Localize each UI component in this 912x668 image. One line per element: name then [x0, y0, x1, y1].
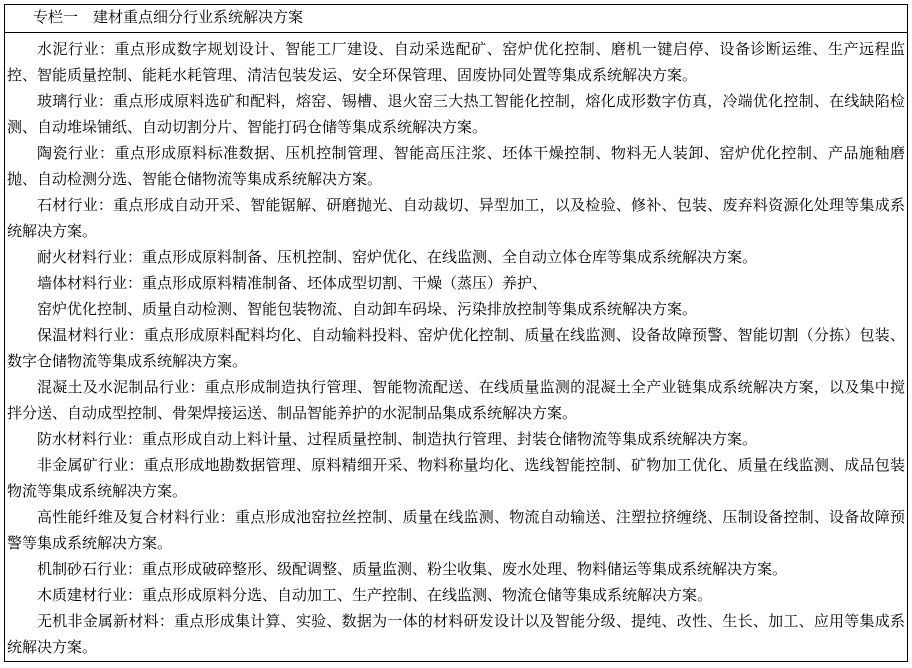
panel-body	[5, 33, 907, 661]
industry-label: 墙体材料行业：	[37, 276, 143, 292]
industry-paragraph	[7, 453, 905, 505]
industry-text: 重点形成原料配料均化、自动输料投料、窑炉优化控制、质量在线监测、设备故障预警、智能切割（分拣）包装、数字仓储物流等集成系统解决方案。	[7, 328, 905, 370]
industry-label: 混凝土及水泥制品行业：	[37, 380, 205, 396]
industry-text: 窑炉优化控制、质量自动检测、智能包装物流、自动卸车码垛、污染排放控制等集成系统解决方案。	[37, 302, 698, 318]
industry-label: 耐火材料行业：	[37, 250, 143, 266]
industry-paragraph	[7, 37, 905, 89]
industry-paragraph	[7, 505, 905, 557]
industry-text: 重点形成原料制备、压机控制、窑炉优化、在线监测、全自动立体仓库等集成系统解决方案。	[142, 250, 758, 266]
panel-box	[4, 4, 908, 662]
industry-paragraph	[7, 193, 905, 245]
industry-text: 重点形成原料精准制备、坯体成型切割、干燥（蒸压）养护、	[142, 276, 548, 292]
industry-text: 重点形成集计算、实验、数据为一体的材料研发设计以及智能分级、提纯、改性、生长、加工、应用等集成系统解决方案。	[7, 614, 905, 656]
industry-text: 重点形成原料选矿和配料，熔窑、锡槽、退火窑三大热工智能化控制，熔化成形数字仿真，冷端优化控制、在线缺陷检测、自动堆垛铺纸、自动切割分片、智能打码仓储等集成系统解决方案。	[7, 94, 905, 136]
industry-paragraph	[7, 89, 905, 141]
industry-text: 重点形成数字规划设计、智能工厂建设、自动采选配矿、窑炉优化控制、磨机一键启停、设备诊断运维、生产远程监控、智能质量控制、能耗水耗管理、清洁包装发运、安全环保管理、固废协同处置等集成系统解决方案。	[7, 42, 905, 84]
industry-label: 玻璃行业：	[37, 94, 114, 110]
industry-label: 无机非金属新材料：	[37, 614, 175, 630]
industry-label: 陶瓷行业：	[37, 146, 115, 162]
panel-title-row	[5, 5, 907, 33]
industry-paragraph	[7, 141, 905, 193]
industry-paragraph	[7, 271, 905, 297]
industry-label: 高性能纤维及复合材料行业：	[37, 510, 236, 526]
panel-title: 专栏一 建材重点细分行业系统解决方案	[33, 10, 304, 26]
industry-paragraph	[7, 427, 905, 453]
industry-paragraph	[7, 375, 905, 427]
industry-label: 水泥行业：	[37, 42, 115, 58]
industry-text: 重点形成制造执行管理、智能物流配送、在线质量监测的混凝土全产业链集成系统解决方案，以及集中搅拌分送、自动成型控制、骨架焊接运送、制品智能养护的水泥制品集成系统解决方案。	[7, 380, 905, 422]
industry-label: 非金属矿行业：	[37, 458, 144, 474]
industry-label: 防水材料行业：	[37, 432, 143, 448]
industry-text: 重点形成自动上料计量、过程质量控制、制造执行管理、封装仓储物流等集成系统解决方案。	[142, 432, 758, 448]
industry-text: 重点形成地勘数据管理、原料精细开采、物料称量均化、选线智能控制、矿物加工优化、质量在线监测、成品包装物流等集成系统解决方案。	[7, 458, 905, 500]
industry-text: 重点形成原料标准数据、压机控制管理、智能高压注浆、坯体干燥控制、物料无人装卸、窑炉优化控制、产品施釉磨抛、自动检测分选、智能仓储物流等集成系统解决方案。	[7, 146, 905, 188]
industry-paragraph	[7, 583, 905, 609]
industry-text: 重点形成破碎整形、级配调整、质量监测、粉尘收集、废水处理、物料储运等集成系统解决方案。	[142, 562, 788, 578]
industry-label: 石材行业：	[37, 198, 114, 214]
industry-text: 重点形成池窑拉丝控制、质量在线监测、物流自动输送、注塑拉挤缠绕、压制设备控制、设备故障预警等集成系统解决方案。	[7, 510, 905, 552]
industry-paragraph	[7, 297, 905, 323]
industry-paragraph	[7, 245, 905, 271]
industry-paragraph	[7, 609, 905, 661]
industry-label: 保温材料行业：	[37, 328, 144, 344]
industry-paragraph	[7, 557, 905, 583]
industry-label: 机制砂石行业：	[37, 562, 143, 578]
industry-paragraph	[7, 323, 905, 375]
industry-label: 木质建材行业：	[37, 588, 143, 604]
industry-text: 重点形成原料分选、自动加工、生产控制、在线监测、物流仓储等集成系统解决方案。	[142, 588, 713, 604]
industry-text: 重点形成自动开采、智能锯解、研磨抛光、自动裁切、异型加工，以及检验、修补、包装、废弃料资源化处理等集成系统解决方案。	[7, 198, 905, 240]
